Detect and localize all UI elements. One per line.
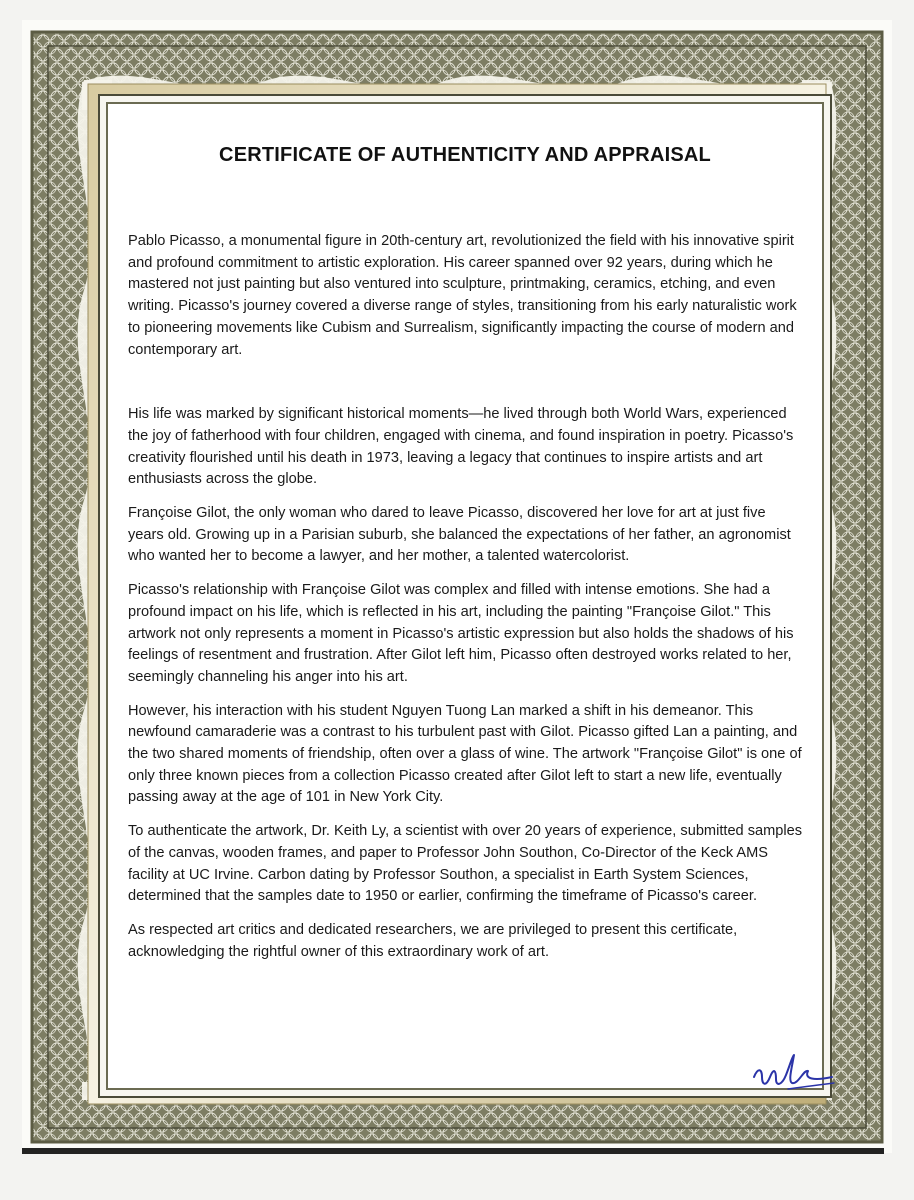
- certificate-page: [22, 20, 892, 1153]
- paragraph-nguyen-tuong-lan: However, his interaction with his student Nguyen Tuong Lan marked a shift in his demeanor. This newfound camaraderie was a contrast to his turbulent past with Gilot. Picasso gifted Lan a painting, and the two shared moments of friendship, often over a glass of wine. The artwork "Françoise Gilot" is one of only three known pieces from a collection Picasso created after Gilot left to start a new life, eventually passing away at the age of 101 in New York City.: [128, 702, 802, 806]
- paragraph-picasso-intro: Pablo Picasso, a monumental figure in 20th-century art, revolutionized the field with his innovative spirit and profound commitment to artistic exploration. His career spanned over 92 years, during which he mastered not just painting but also ventured into sculpture, printmaking, ceramics, etching, and even writing. Picasso's journey covered a diverse range of styles, transitioning from his early naturalistic work to pioneering movements like Cubism and Surrealism, significantly impacting the course of modern and contemporary art.: [128, 233, 797, 358]
- certificate-body: [128, 231, 803, 975]
- paragraph-picasso-life: His life was marked by significant historical moments—he lived through both World Wars, experienced the joy of fatherhood with four children, engaged with cinema, and found inspiration in poetry. Picasso's creativity flourished until his death in 1973, leaving a legacy that continues to inspire artists and art enthusiasts across the globe.: [128, 406, 794, 488]
- paragraph-authentication: To authenticate the artwork, Dr. Keith Ly, a scientist with over 20 years of experience, submitted samples of the canvas, wooden frames, and paper to Professor John Southon, Co-Director of the Keck AMS facility at UC Irvine. Carbon dating by Professor Southon, a specialist in Earth System Sciences, determined that the samples date to 1950 or earlier, confirming the timeframe of Picasso's career.: [128, 823, 803, 905]
- paragraph-gilot-background: Françoise Gilot, the only woman who dared to leave Picasso, discovered her love for art at just five years old. Growing up in a Parisian suburb, she balanced the expectations of her father, an agronomist who wanted her to become a lawyer, and her mother, a talented watercolorist.: [128, 505, 791, 565]
- certificate-content-panel: [98, 94, 832, 1098]
- paragraph-picasso-gilot-relationship: Picasso's relationship with Françoise Gilot was complex and filled with intense emotions. She had a profound impact on his life, which is reflected in his art, including the painting "Françoise Gilot." This artwork not only represents a moment in Picasso's artistic expression but also holds the shadows of his feelings of resentment and frustration. After Gilot left him, Picasso often destroyed works related to her, seemingly channeling his anger into his art.: [128, 582, 794, 685]
- paragraph-closing: As respected art critics and dedicated researchers, we are privileged to present this certificate, acknowledging the rightful owner of this extraordinary work of art.: [128, 921, 738, 960]
- handwritten-signature: [748, 1047, 838, 1097]
- page-bottom-edge: [22, 1148, 884, 1154]
- certificate-title: CERTIFICATE OF AUTHENTICITY AND APPRAISAL: [219, 144, 711, 166]
